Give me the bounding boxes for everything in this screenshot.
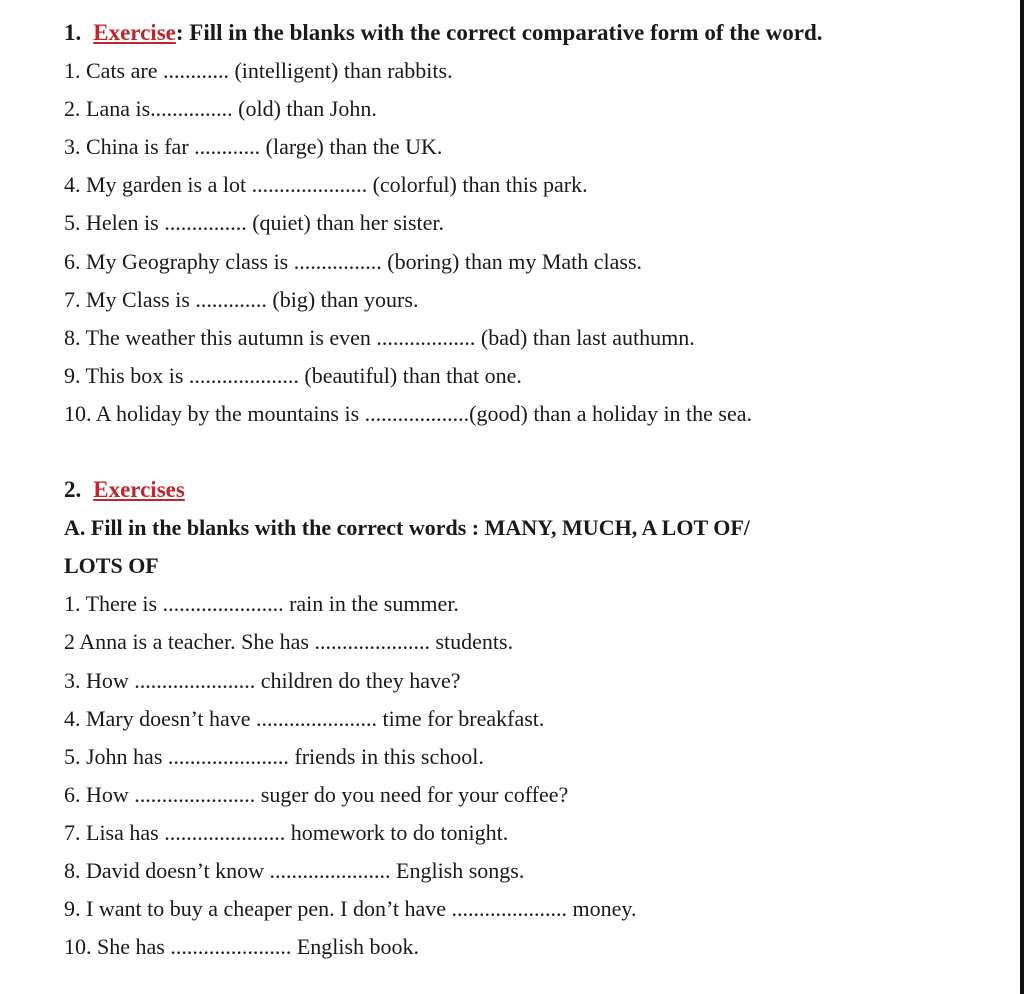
section2-heading bbox=[64, 471, 1004, 509]
section1-item-3: 3. China is far ............ (large) than the UK. bbox=[64, 134, 443, 160]
section2-item-3: 3. How ...................... children do they have? bbox=[64, 667, 461, 693]
section2-item-1: 1. There is ...................... rain in the summer. bbox=[64, 591, 459, 617]
section1-number: 1. bbox=[64, 20, 82, 45]
section1-item-6: 6. My Geography class is ................ (boring) than my Math class. bbox=[64, 248, 643, 274]
section2-item-6: 6. How ...................... suger do you need for your coffee? bbox=[64, 781, 569, 807]
section1-title: : Fill in the blanks with the correct comparative form of the word. bbox=[175, 20, 823, 45]
section1-item-2: 2. Lana is............... (old) than John. bbox=[64, 96, 377, 122]
section2-item-4: 4. Mary doesn’t have ...................... time for breakfast. bbox=[64, 705, 545, 731]
section2-item-9: 9. I want to buy a cheaper pen. I don’t have ..................... money. bbox=[64, 896, 637, 922]
section2-item-5: 5. John has ...................... friends in this school. bbox=[64, 743, 484, 769]
section-gap bbox=[64, 433, 1004, 471]
section2-number: 2. bbox=[64, 477, 82, 503]
section1-item-4: 4. My garden is a lot ..................... (colorful) than this park. bbox=[64, 172, 588, 198]
section2-item-8: 8. David doesn’t know ...................... English songs. bbox=[64, 857, 525, 883]
section2-item-7: 7. Lisa has ...................... homework to do tonight. bbox=[64, 819, 509, 845]
section1-heading bbox=[64, 14, 1004, 52]
section1-item-9: 9. This box is .................... (beautiful) than that one. bbox=[64, 362, 522, 388]
worksheet-content bbox=[64, 14, 1004, 966]
section2-exercises-link[interactable]: Exercises bbox=[93, 477, 185, 503]
section1-item-8: 8. The weather this autumn is even .................. (bad) than last authumn. bbox=[64, 324, 695, 350]
section1-exercise-link[interactable]: Exercise bbox=[93, 20, 176, 45]
section1-item-7: 7. My Class is ............. (big) than yours. bbox=[64, 286, 419, 312]
section1-item-10: 10. A holiday by the mountains is ...................(good) than a holiday in the sea. bbox=[64, 400, 753, 426]
section2-subheading-line2: LOTS OF bbox=[64, 553, 159, 579]
section2-item-10: 10. She has ...................... English book. bbox=[64, 934, 420, 960]
section2-item-2: 2 Anna is a teacher. She has ..................... students. bbox=[64, 629, 514, 655]
section1-item-5: 5. Helen is ............... (quiet) than her sister. bbox=[64, 210, 445, 236]
section1-item-1: 1. Cats are ............ (intelligent) than rabbits. bbox=[64, 58, 453, 84]
section2-subheading-line1: A. Fill in the blanks with the correct words : MANY, MUCH, A LOT OF/ bbox=[64, 515, 750, 541]
